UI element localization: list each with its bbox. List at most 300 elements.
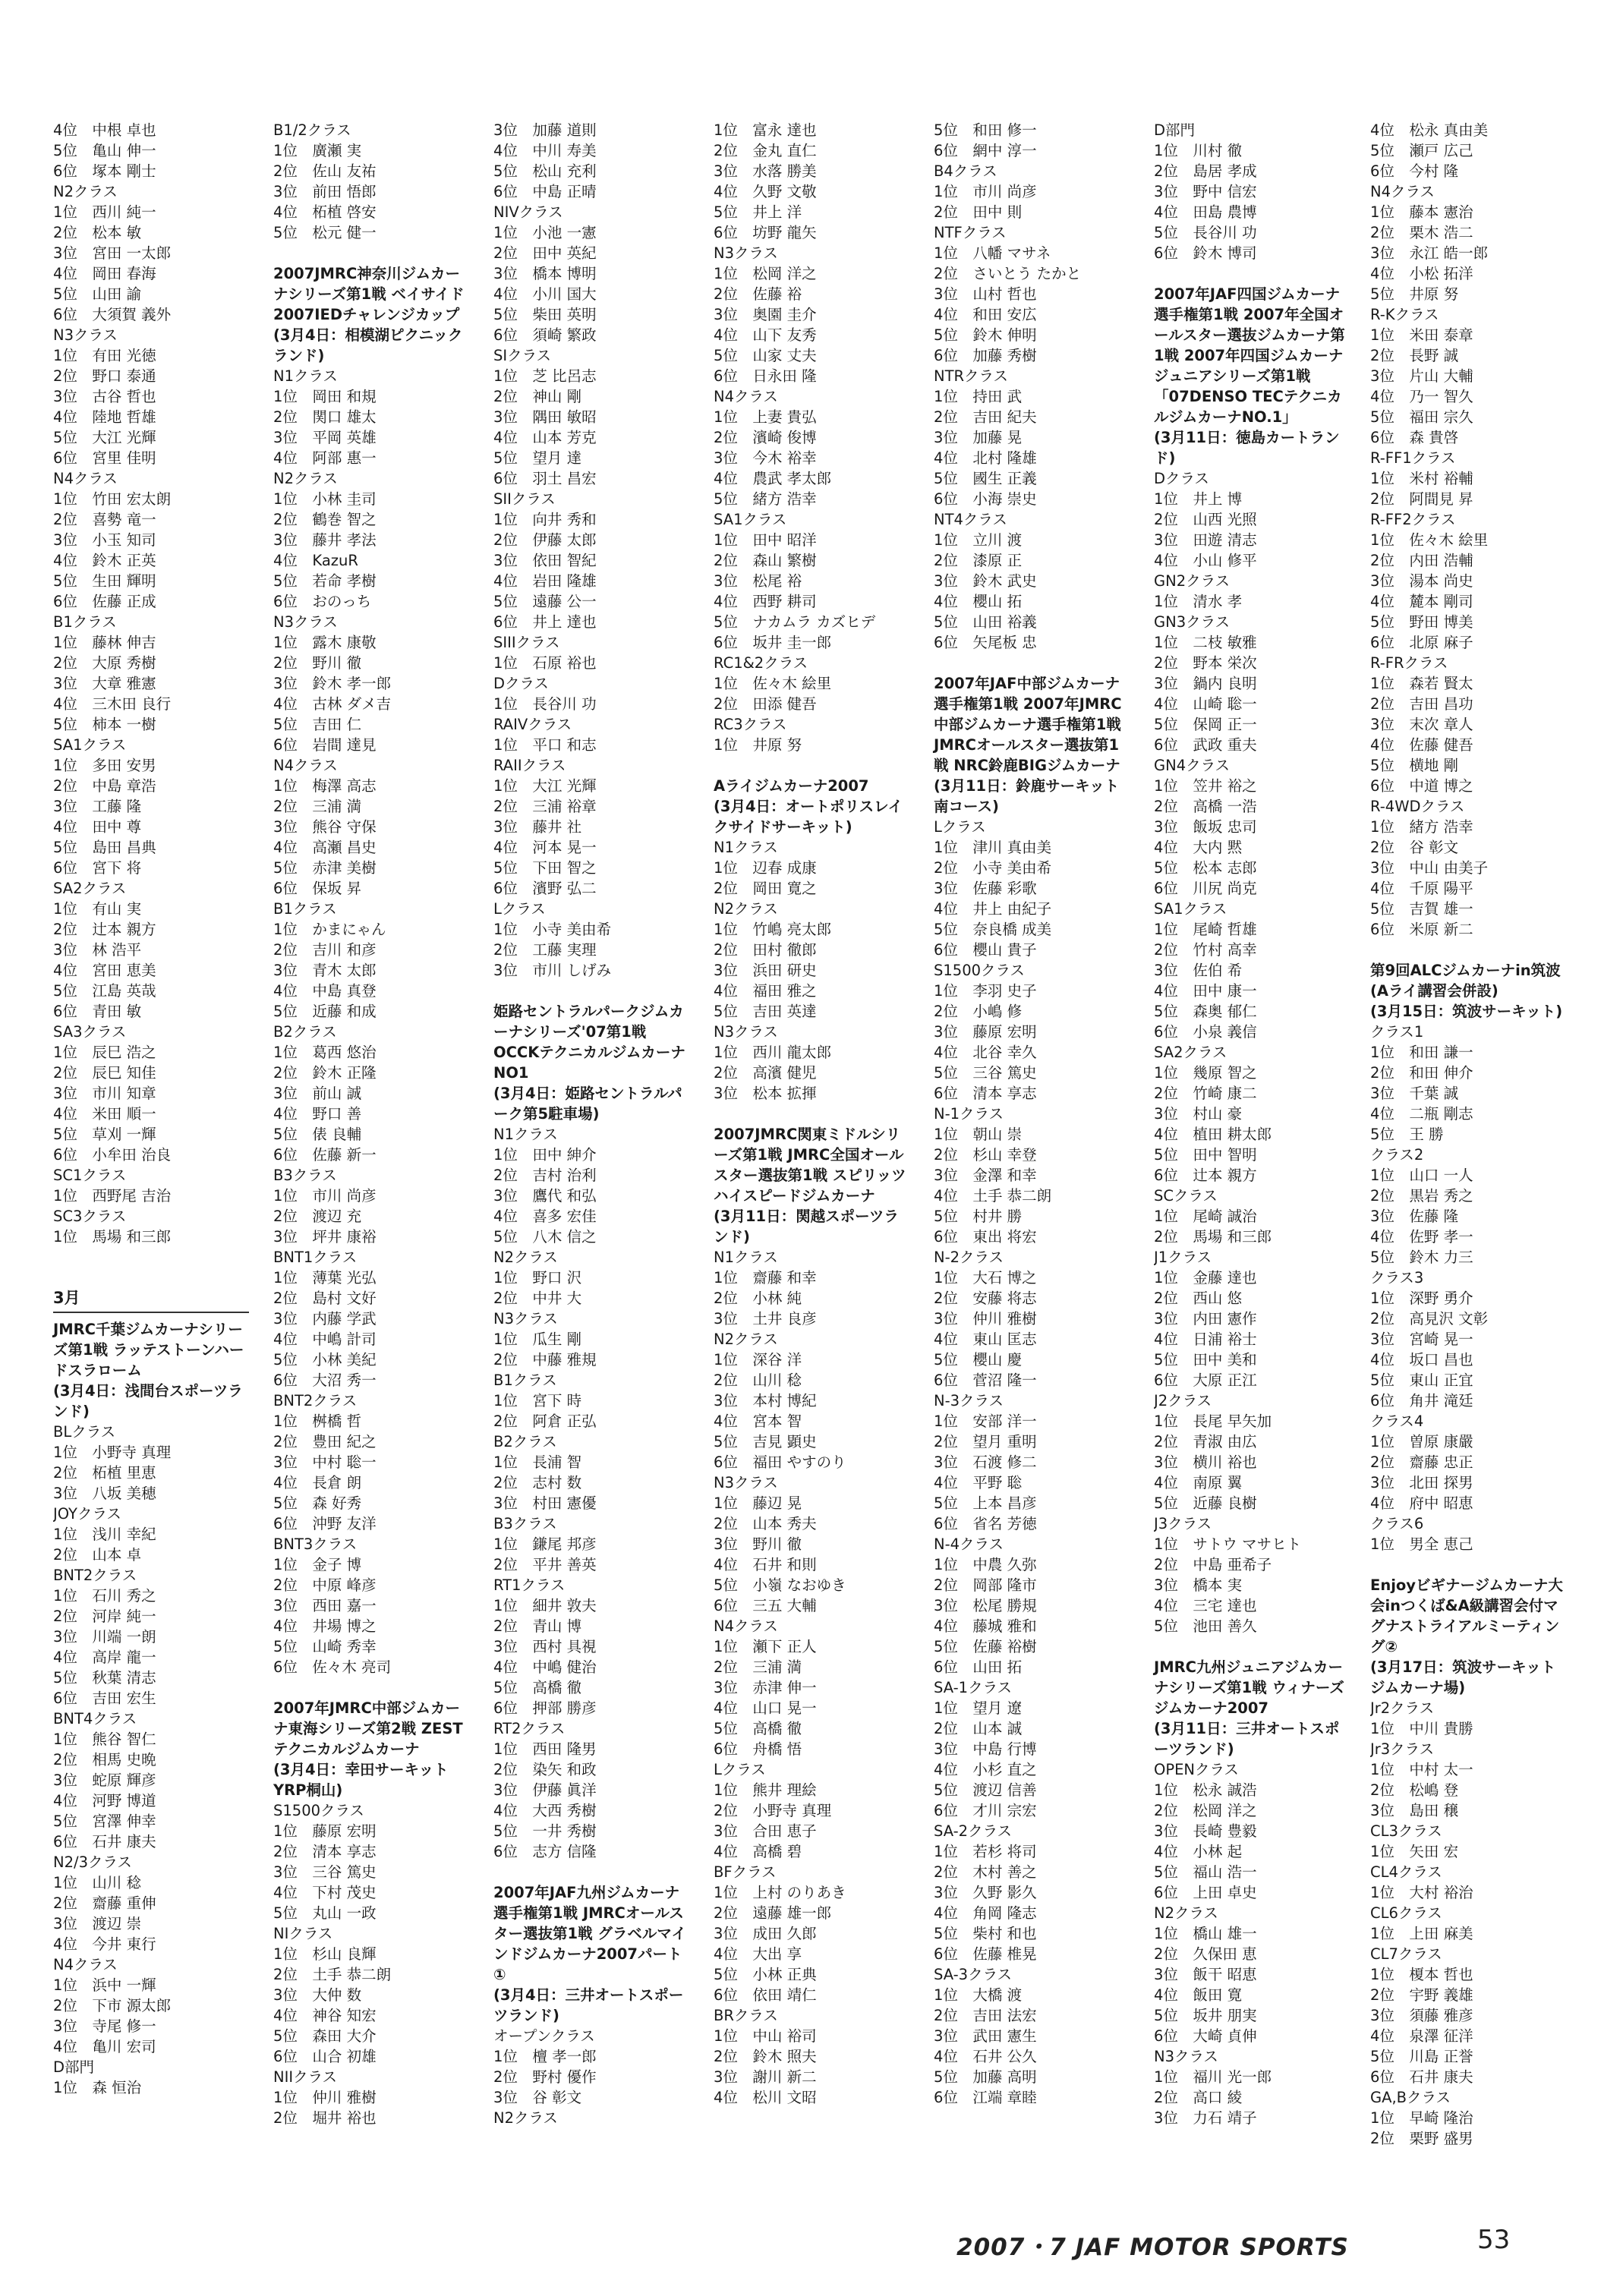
class-heading: N2/3クラス <box>53 1853 132 1871</box>
results-column-4 <box>714 120 909 2108</box>
result-entry: 1位 金藤 達也 <box>1154 1269 1257 1287</box>
result-entry: 2位 望月 重明 <box>934 1433 1037 1450</box>
result-entry: 2位 清本 享志 <box>273 1843 377 1860</box>
result-entry: 3位 西村 具視 <box>493 1638 597 1655</box>
result-entry: 1位 田中 紳介 <box>493 1146 597 1164</box>
class-heading: オープンクラス <box>493 2027 595 2045</box>
class-heading: B3クラス <box>493 1515 557 1532</box>
event-heading: 2007年JAF中部ジムカーナ選手権第1戦 2007年JMRC中部ジムカーナ選手権第1戦 JMRCオールスター選抜第1戦 NRC鈴鹿BIGジムカーナ <box>934 675 1122 774</box>
result-entry: 4位 井場 博之 <box>273 1617 377 1635</box>
result-entry: 5位 松元 健一 <box>273 224 377 241</box>
result-entry: 5位 小林 正典 <box>714 1966 817 1983</box>
result-entry: 1位 藤辺 晃 <box>714 1494 802 1512</box>
result-entry: 3位 内藤 学武 <box>273 1310 377 1328</box>
result-entry: 3位 西田 嘉一 <box>273 1597 377 1614</box>
class-heading: N3クラス <box>714 1023 778 1041</box>
result-entry: 1位 松永 誠浩 <box>1154 1781 1257 1799</box>
results-column-3 <box>493 120 689 2128</box>
result-entry: 4位 KazuR <box>273 552 358 569</box>
class-heading: J2クラス <box>1154 1392 1212 1409</box>
class-heading: SA1クラス <box>1154 900 1227 918</box>
class-heading: N1クラス <box>493 1126 558 1143</box>
result-entry: 6位 舟橋 悟 <box>714 1740 802 1758</box>
result-entry: 6位 石井 康夫 <box>1370 2068 1473 2086</box>
result-entry: 6位 小牟田 治良 <box>53 1146 172 1164</box>
event-heading: (3月4日：三井オートスポーツランド) <box>493 1986 684 2024</box>
event-heading: Aライジムカーナ2007 <box>714 777 869 795</box>
result-entry: 4位 三木田 良行 <box>53 695 172 713</box>
result-entry: 1位 笠井 裕之 <box>1154 777 1257 795</box>
event-heading: (3月4日：幸田サーキットYRP桐山) <box>273 1761 449 1799</box>
result-entry: 5位 福山 浩一 <box>1154 1863 1257 1881</box>
result-entry: 1位 八幡 マサネ <box>934 244 1051 262</box>
result-entry: 6位 菅沼 隆一 <box>934 1372 1037 1389</box>
result-entry: 1位 清水 孝 <box>1154 593 1243 610</box>
result-entry: 2位 関口 雄太 <box>273 408 377 426</box>
class-heading: SA-3クラス <box>934 1966 1013 1983</box>
result-entry: 6位 大須賀 義外 <box>53 306 172 323</box>
result-entry: 6位 須崎 繁政 <box>493 326 597 344</box>
result-entry: 5位 吉田 英達 <box>714 1003 817 1020</box>
result-entry: 5位 山家 丈夫 <box>714 347 817 364</box>
result-entry: 1位 安部 洋一 <box>934 1413 1037 1430</box>
result-entry: 3位 須藤 雅彦 <box>1370 2007 1473 2024</box>
result-entry: 2位 神山 剛 <box>493 388 582 405</box>
result-entry: 3位 寺尾 修一 <box>53 2017 156 2035</box>
result-entry: 4位 府中 昭恵 <box>1370 1494 1473 1512</box>
class-heading: SIクラス <box>493 347 552 364</box>
result-entry: 4位 藤城 雅和 <box>934 1617 1037 1635</box>
result-entry: 2位 宇野 義雄 <box>1370 1986 1473 2004</box>
result-entry: 5位 鈴木 力三 <box>1370 1249 1473 1266</box>
class-heading: BRクラス <box>714 2007 778 2024</box>
result-entry: 1位 望月 遼 <box>934 1699 1023 1717</box>
result-entry: 1位 西田 隆男 <box>493 1740 597 1758</box>
result-entry: 4位 山下 友秀 <box>714 326 817 344</box>
class-heading: B1/2クラス <box>273 121 351 139</box>
spacer <box>273 243 469 263</box>
class-heading: N2クラス <box>1154 1904 1218 1922</box>
result-entry: 2位 吉田 紀夫 <box>934 408 1037 426</box>
result-entry: 2位 三浦 満 <box>714 1658 802 1676</box>
result-entry: 2位 山西 光照 <box>1154 511 1257 528</box>
result-entry: 3位 依田 智紀 <box>493 552 597 569</box>
class-heading: Dクラス <box>493 675 549 692</box>
result-entry: 2位 中島 章浩 <box>53 777 156 795</box>
result-entry: 5位 田中 美和 <box>1154 1351 1257 1368</box>
class-heading: クラス1 <box>1370 1023 1424 1041</box>
result-entry: 2位 青山 博 <box>493 1617 582 1635</box>
result-entry: 5位 櫻山 慶 <box>934 1351 1023 1368</box>
class-heading: BLクラス <box>53 1423 116 1441</box>
event-heading: Enjoyビギナージムカーナ大会inつくば&A級講習会付マグナストライアルミーティング② <box>1370 1576 1563 1655</box>
result-entry: 1位 石川 秀之 <box>53 1587 156 1605</box>
result-entry: 2位 山川 稔 <box>714 1372 802 1389</box>
result-entry: 4位 中嶋 計司 <box>273 1331 377 1348</box>
result-entry: 1位 持田 武 <box>934 388 1023 405</box>
result-entry: 5位 坂井 朋実 <box>1154 2007 1257 2024</box>
result-entry: 6位 東出 将宏 <box>934 1228 1037 1246</box>
result-entry: 6位 佐々木 亮司 <box>273 1658 392 1676</box>
result-entry: 5位 國生 正義 <box>934 470 1037 487</box>
class-heading: SIIIクラス <box>493 634 560 651</box>
result-entry: 4位 千原 陽平 <box>1370 880 1473 897</box>
result-entry: 4位 鈴木 正英 <box>53 552 156 569</box>
result-entry: 5位 井上 洋 <box>714 203 802 221</box>
result-entry: 4位 佐藤 健吾 <box>1370 736 1473 754</box>
result-entry: 1位 小林 圭司 <box>273 490 377 508</box>
result-entry: 6位 森 貴啓 <box>1370 429 1459 446</box>
result-entry: 1位 山川 稔 <box>53 1874 142 1891</box>
result-entry: 5位 松山 充利 <box>493 162 597 180</box>
class-heading: N-1クラス <box>934 1105 1004 1123</box>
result-entry: 3位 鈴木 武史 <box>934 572 1037 590</box>
result-entry: 6位 大崎 貞伸 <box>1154 2027 1257 2045</box>
result-entry: 2位 土手 恭二朗 <box>273 1966 392 1983</box>
result-entry: 4位 福田 雅之 <box>714 982 817 1000</box>
result-entry: 4位 中根 卓也 <box>53 121 156 139</box>
result-entry: 3位 浜田 研史 <box>714 962 817 979</box>
class-heading: GN3クラス <box>1154 613 1231 631</box>
result-entry: 1位 和田 謙一 <box>1370 1044 1473 1061</box>
class-heading: N3クラス <box>53 326 118 344</box>
result-entry: 4位 田島 農博 <box>1154 203 1257 221</box>
result-entry: 1位 多田 安男 <box>53 757 156 774</box>
result-entry: 2位 三浦 裕章 <box>493 798 597 815</box>
result-entry: 2位 相馬 史晩 <box>53 1751 156 1768</box>
result-entry: 1位 平口 和志 <box>493 736 597 754</box>
result-entry: 2位 鈴木 照夫 <box>714 2048 817 2065</box>
result-entry: 2位 高口 綾 <box>1154 2089 1243 2106</box>
result-entry: 1位 露木 康敬 <box>273 634 377 651</box>
result-entry: 5位 長谷川 功 <box>1154 224 1257 241</box>
result-entry: 4位 田中 康一 <box>1154 982 1257 1000</box>
class-heading: クラス4 <box>1370 1413 1424 1430</box>
result-entry: 3位 佐伯 希 <box>1154 962 1243 979</box>
result-entry: 4位 櫻山 拓 <box>934 593 1023 610</box>
result-entry: 5位 下田 智之 <box>493 859 597 877</box>
result-entry: 5位 森奥 郁仁 <box>1154 1003 1257 1020</box>
result-entry: 6位 押部 勝彦 <box>493 1699 597 1717</box>
result-entry: 1位 辰巳 浩之 <box>53 1044 156 1061</box>
result-entry: 2位 栗野 盛男 <box>1370 2130 1473 2147</box>
result-entry: 4位 泉澤 征洋 <box>1370 2027 1473 2045</box>
result-entry: 4位 今井 東行 <box>53 1935 156 1953</box>
result-entry: 6位 網中 淳一 <box>934 142 1037 159</box>
result-entry: 2位 阿倉 正弘 <box>493 1413 597 1430</box>
result-entry: 4位 高橋 碧 <box>714 1843 802 1860</box>
result-entry: 5位 望月 達 <box>493 449 582 467</box>
result-entry: 6位 省名 芳徳 <box>934 1515 1037 1532</box>
result-entry: 6位 佐藤 正成 <box>53 593 156 610</box>
results-column-6 <box>1154 120 1350 2128</box>
result-entry: 2位 漆原 正 <box>934 552 1023 569</box>
result-entry: 3位 川端 一朗 <box>53 1628 156 1646</box>
result-entry: 3位 松尾 裕 <box>714 572 802 590</box>
class-heading: GN4クラス <box>1154 757 1231 774</box>
class-heading: SC3クラス <box>53 1208 127 1225</box>
result-entry: 4位 小川 国大 <box>493 285 597 303</box>
result-entry: 5位 和田 修一 <box>934 121 1037 139</box>
result-entry: 5位 村井 勝 <box>934 1208 1023 1225</box>
result-entry: 6位 羽土 昌宏 <box>493 470 597 487</box>
event-heading: 2007年JAF四国ジムカーナ選手権第1戦 2007年全国オールスター選抜ジムカーナ第1戦 2007年四国ジムカーナジュニアシリーズ第1戦 「07DENSO TECテクニカルジムカーナNO.1」 <box>1154 285 1345 426</box>
result-entry: 6位 矢尾板 忠 <box>934 634 1037 651</box>
event-heading: 姫路セントラルパークジムカーナシリーズ'07第1戦 OCCKテクニカルジムカーナNO1 <box>493 1003 685 1082</box>
result-entry: 1位 石原 裕也 <box>493 654 597 672</box>
class-heading: N3クラス <box>273 613 338 631</box>
result-entry: 1位 森 恒治 <box>53 2079 142 2096</box>
class-heading: D部門 <box>1154 121 1196 139</box>
result-entry: 1位 西川 龍太郎 <box>714 1044 832 1061</box>
result-entry: 3位 山村 哲也 <box>934 285 1037 303</box>
event-heading: (3月4日：オートポリスレイクサイドサーキット) <box>714 798 903 836</box>
event-heading: 第9回ALCジムカーナin筑波(Aライ講習会併設) <box>1370 962 1561 1000</box>
class-heading: SCクラス <box>1154 1187 1218 1205</box>
result-entry: 5位 渡辺 信善 <box>934 1781 1037 1799</box>
result-entry: 1位 川村 徹 <box>1154 142 1243 159</box>
result-entry: 2位 吉川 和彦 <box>273 941 377 959</box>
result-entry: 1位 葛西 悠治 <box>273 1044 377 1061</box>
result-entry: 3位 千葉 誠 <box>1370 1085 1459 1102</box>
result-entry: 1位 尾崎 哲雄 <box>1154 921 1257 938</box>
result-entry: 5位 福田 宗久 <box>1370 408 1473 426</box>
result-entry: 5位 山田 裕義 <box>934 613 1037 631</box>
result-entry: 1位 浅川 幸紀 <box>53 1526 156 1543</box>
result-entry: 3位 奥園 圭介 <box>714 306 817 323</box>
spacer <box>53 1247 249 1268</box>
result-entry: 5位 上本 昌彦 <box>934 1494 1037 1512</box>
result-entry: 1位 馬場 和三郎 <box>53 1228 172 1246</box>
result-entry: 1位 檀 孝一郎 <box>493 2048 597 2065</box>
magazine-footer: 2007・7 JAF MOTOR SPORTS <box>956 2234 1349 2261</box>
result-entry: 1位 瓜生 剛 <box>493 1331 582 1348</box>
result-entry: 3位 力石 靖子 <box>1154 2109 1257 2127</box>
results-column-2 <box>273 120 469 2128</box>
event-heading: 2007JMRC神奈川ジムカーナシリーズ第1戦 ベイサイド2007IEDチャレンジカップ <box>273 265 465 323</box>
result-entry: 2位 齋藤 重伸 <box>53 1894 156 1912</box>
result-entry: 6位 櫻山 貴子 <box>934 941 1037 959</box>
class-heading: SIIクラス <box>493 490 556 508</box>
result-entry: 5位 亀山 伸一 <box>53 142 156 159</box>
result-entry: 5位 一井 秀樹 <box>493 1822 597 1840</box>
result-entry: 4位 中嶋 健治 <box>493 1658 597 1676</box>
result-entry: 1位 若杉 将司 <box>934 1843 1037 1860</box>
result-entry: 4位 久野 文敬 <box>714 183 817 200</box>
class-heading: N2クラス <box>493 1249 558 1266</box>
class-heading: SA-1クラス <box>934 1679 1013 1696</box>
result-entry: 5位 小嶺 なおゆき <box>714 1576 846 1594</box>
result-entry: 5位 吉見 顕史 <box>714 1433 817 1450</box>
result-entry: 1位 深谷 洋 <box>714 1351 802 1368</box>
result-entry: 1位 男全 恵己 <box>1370 1535 1473 1553</box>
result-entry: 1位 齋藤 和幸 <box>714 1269 817 1287</box>
result-entry: 1位 有田 光徳 <box>53 347 156 364</box>
class-heading: N4クラス <box>1370 183 1435 200</box>
result-entry: 3位 北田 探男 <box>1370 1474 1473 1491</box>
spacer <box>1370 1554 1566 1575</box>
result-entry: 2位 野口 泰通 <box>53 367 156 385</box>
result-entry: 1位 藤本 憲治 <box>1370 203 1473 221</box>
class-heading: R-FRクラス <box>1370 654 1448 672</box>
result-entry: 4位 小山 修平 <box>1154 552 1257 569</box>
result-entry: 2位 久保田 恵 <box>1154 1945 1257 1963</box>
result-entry: 3位 佐藤 隆 <box>1370 1208 1459 1225</box>
result-entry: 4位 陸地 哲雄 <box>53 408 156 426</box>
result-entry: 2位 杉山 幸登 <box>934 1146 1037 1164</box>
result-entry: 6位 坂井 圭一郎 <box>714 634 832 651</box>
result-entry: 1位 杉山 良輝 <box>273 1945 377 1963</box>
class-heading: N3クラス <box>714 1474 778 1491</box>
class-heading: B1クラス <box>273 900 337 918</box>
result-entry: 2位 吉村 治利 <box>493 1167 597 1184</box>
month-heading: 3月 <box>53 1288 249 1313</box>
class-heading: CL4クラス <box>1370 1863 1442 1881</box>
result-entry: 4位 日浦 裕士 <box>1154 1331 1257 1348</box>
class-heading: RC3クラス <box>714 716 787 733</box>
result-entry: 1位 上村 のりあき <box>714 1884 846 1901</box>
result-entry: 6位 青田 敏 <box>53 1003 142 1020</box>
result-entry: 6位 小泉 義信 <box>1154 1023 1257 1041</box>
event-heading: (3月4日：相模湖ピクニックランド) <box>273 326 463 364</box>
result-entry: 1位 大江 光輝 <box>493 777 597 795</box>
result-entry: 2位 中島 亜希子 <box>1154 1556 1272 1573</box>
class-heading: J3クラス <box>1154 1515 1212 1532</box>
class-heading: RAIIクラス <box>493 757 566 774</box>
result-entry: 5位 草刈 一輝 <box>53 1126 156 1143</box>
result-entry: 5位 瀬戸 広己 <box>1370 142 1473 159</box>
class-heading: B1クラス <box>493 1372 557 1389</box>
result-entry: 6位 おのっち <box>273 593 372 610</box>
results-column-1 <box>53 120 249 2098</box>
result-entry: 2位 小嶋 修 <box>934 1003 1023 1020</box>
result-entry: 4位 下村 茂史 <box>273 1884 377 1901</box>
class-heading: Lクラス <box>714 1761 766 1778</box>
result-entry: 1位 山口 一人 <box>1370 1167 1473 1184</box>
result-entry: 2位 高見沢 文彰 <box>1370 1310 1489 1328</box>
result-entry: 2位 染矢 和政 <box>493 1761 597 1778</box>
result-entry: 3位 宮田 一太郎 <box>53 244 172 262</box>
result-entry: 3位 青木 太郎 <box>273 962 377 979</box>
result-entry: 3位 林 浩平 <box>53 941 142 959</box>
result-entry: 4位 河本 晃一 <box>493 839 597 856</box>
class-heading: SC1クラス <box>53 1167 127 1184</box>
result-entry: 6位 大沼 秀一 <box>273 1372 377 1389</box>
class-heading: N2クラス <box>273 470 338 487</box>
class-heading: N-2クラス <box>934 1249 1004 1266</box>
result-entry: 1位 深野 勇介 <box>1370 1290 1473 1307</box>
result-entry: 3位 橋本 博明 <box>493 265 597 282</box>
result-entry: 1位 佐々木 絵里 <box>714 675 832 692</box>
class-heading: J1クラス <box>1154 1249 1212 1266</box>
result-entry: 6位 佐藤 椎晃 <box>934 1945 1037 1963</box>
result-entry: 4位 平野 聡 <box>934 1474 1023 1491</box>
result-entry: 3位 野中 信宏 <box>1154 183 1257 200</box>
spacer <box>273 1677 469 1698</box>
class-heading: NTRクラス <box>934 367 1008 385</box>
result-entry: 3位 藤井 孝法 <box>273 531 377 549</box>
result-entry: 4位 高岸 龍一 <box>53 1649 156 1666</box>
result-entry: 4位 麓本 剛司 <box>1370 593 1473 610</box>
result-entry: 5位 生田 輝明 <box>53 572 156 590</box>
result-entry: 3位 土井 良彦 <box>714 1310 817 1328</box>
result-entry: 2位 山本 秀夫 <box>714 1515 817 1532</box>
result-entry: 1位 緒方 浩幸 <box>1370 818 1473 836</box>
class-heading: Lクラス <box>934 818 986 836</box>
class-heading: SA-2クラス <box>934 1822 1013 1840</box>
result-entry: 1位 藤原 宏明 <box>273 1822 377 1840</box>
result-entry: 1位 薄葉 光弘 <box>273 1269 377 1287</box>
result-entry: 4位 河野 博道 <box>53 1792 156 1809</box>
class-heading: N1クラス <box>714 839 778 856</box>
result-entry: 3位 野川 徹 <box>714 1535 802 1553</box>
class-heading: N-4クラス <box>934 1535 1004 1553</box>
result-entry: 5位 池田 善久 <box>1154 1617 1257 1635</box>
class-heading: GN2クラス <box>1154 572 1231 590</box>
result-entry: 6位 北原 麻子 <box>1370 634 1473 651</box>
result-entry: 3位 谷 彰文 <box>493 2089 582 2106</box>
class-heading: OPENクラス <box>1154 1761 1239 1778</box>
result-entry: 1位 鎌尾 邦彦 <box>493 1535 597 1553</box>
result-entry: 3位 橋本 実 <box>1154 1576 1243 1594</box>
result-entry: 1位 桝橋 哲 <box>273 1413 362 1430</box>
class-heading: N2クラス <box>714 900 778 918</box>
result-entry: 2位 岡田 寛之 <box>714 880 817 897</box>
result-entry: 1位 竹田 宏太朗 <box>53 490 172 508</box>
result-entry: 3位 赤津 伸一 <box>714 1679 817 1696</box>
result-entry: 3位 村田 憲優 <box>493 1494 597 1512</box>
result-entry: 5位 俵 良輔 <box>273 1126 362 1143</box>
result-entry: 1位 市川 尚彦 <box>273 1187 377 1205</box>
event-heading: (3月11日：徳島カートランド) <box>1154 429 1340 467</box>
result-entry: 3位 金澤 和幸 <box>934 1167 1037 1184</box>
result-entry: 1位 中山 裕司 <box>714 2027 817 2045</box>
result-entry: 6位 吉田 宏生 <box>53 1690 156 1707</box>
result-entry: 5位 井原 努 <box>1370 285 1459 303</box>
result-entry: 5位 江島 英哉 <box>53 982 156 1000</box>
result-entry: 2位 黒岩 秀之 <box>1370 1187 1473 1205</box>
result-entry: 2位 小野寺 真理 <box>714 1802 832 1819</box>
result-entry: 2位 鈴木 正隆 <box>273 1064 377 1082</box>
class-heading: N2クラス <box>714 1331 778 1348</box>
result-entry: 3位 本村 博紀 <box>714 1392 817 1409</box>
result-entry: 3位 八坂 美穂 <box>53 1485 156 1502</box>
result-entry: 5位 大江 光輝 <box>53 429 156 446</box>
result-entry: 4位 北村 隆雄 <box>934 449 1037 467</box>
result-entry: 5位 東山 正宜 <box>1370 1372 1473 1389</box>
result-entry: 3位 水落 勝美 <box>714 162 817 180</box>
class-heading: NIVクラス <box>493 203 563 221</box>
result-entry: 1位 中村 太一 <box>1370 1761 1473 1778</box>
result-entry: 3位 湯本 尚史 <box>1370 572 1473 590</box>
result-entry: 4位 長倉 朗 <box>273 1474 362 1491</box>
class-heading: CL7クラス <box>1370 1945 1442 1963</box>
result-entry: 4位 西野 耕司 <box>714 593 817 610</box>
result-entry: 6位 中道 博之 <box>1370 777 1473 795</box>
class-heading: NIIクラス <box>273 2068 338 2086</box>
result-entry: 5位 若命 孝樹 <box>273 572 377 590</box>
result-entry: 1位 芝 比呂志 <box>493 367 597 385</box>
result-entry: 2位 佐山 友祐 <box>273 162 377 180</box>
result-entry: 4位 小松 拓洋 <box>1370 265 1473 282</box>
result-entry: 3位 鈴木 孝一郎 <box>273 675 392 692</box>
result-entry: 6位 沖野 友洋 <box>273 1515 377 1532</box>
result-entry: 6位 三五 大輔 <box>714 1597 817 1614</box>
class-heading: CL6クラス <box>1370 1904 1442 1922</box>
result-entry: 1位 竹嶋 亮太郎 <box>714 921 832 938</box>
class-heading: SA3クラス <box>53 1023 127 1041</box>
class-heading: S1500クラス <box>934 962 1025 979</box>
